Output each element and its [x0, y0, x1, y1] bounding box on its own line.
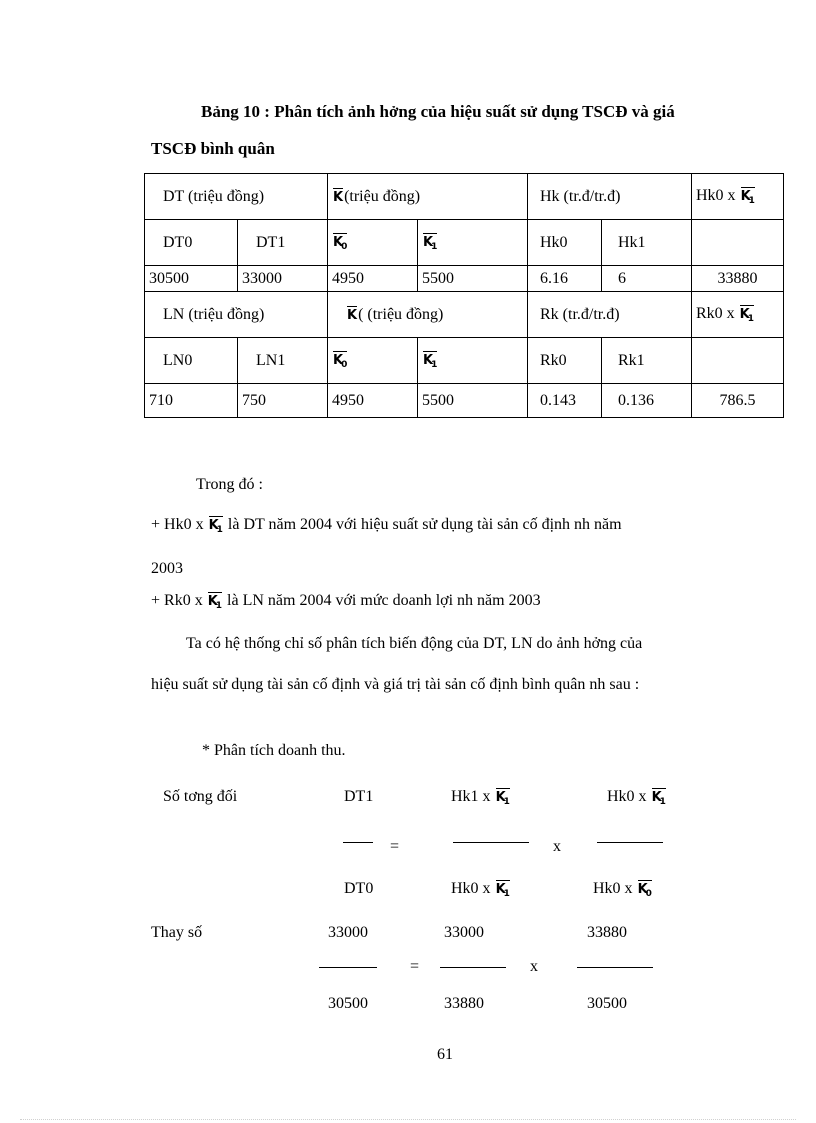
formula-dt1: DT1: [344, 788, 374, 805]
rk-unit-header: Rk (tr.đ/tr.đ): [528, 292, 692, 338]
table-cell: 0.136: [602, 384, 692, 418]
relative-label: Số tơng đối: [163, 788, 238, 805]
ln-unit-header: LN (triệu đồng): [145, 292, 328, 338]
bullet-hk0-continued: 2003: [151, 560, 183, 577]
sub-equals: =: [410, 958, 420, 975]
k0-bar-symbol: $K_0$: [333, 235, 348, 252]
formula-equals: =: [390, 838, 400, 855]
formula-den1: Hk0 x $K_1$: [451, 880, 510, 899]
sub-den2: 33880: [444, 995, 484, 1012]
fraction-line: [597, 842, 663, 843]
k1-bar-symbol: $K_1$: [207, 594, 223, 611]
table-cell: 5500: [418, 266, 528, 292]
rk0-product-header: Rk0 x $K_1$: [692, 292, 784, 338]
k1-header: [418, 338, 528, 384]
k0-bar-symbol: $K_0$: [637, 882, 652, 899]
ln1-header: LN1: [238, 338, 328, 384]
bullet-hk0: + Hk0 x $K_1$ là DT năm 2004 với hiệu suất sử dụng tài sản cố định nh năm: [151, 516, 622, 535]
table-title-line1: Bảng 10 : Phân tích ảnh hởng của hiệu suất sử dụng TSCĐ và giá: [201, 102, 675, 121]
formula-times: x: [553, 838, 561, 855]
sub-num1: 33000: [328, 924, 368, 941]
k-unit-header: K(triệu đồng): [328, 174, 528, 220]
table-cell: 6: [602, 266, 692, 292]
fraction-line: [577, 967, 653, 968]
empty-cell: [692, 220, 784, 266]
table-cell: 4950: [328, 384, 418, 418]
k-bar-symbol: K: [347, 307, 358, 323]
page-edge-divider: [20, 1119, 796, 1120]
k0-bar-symbol: $K_0$: [333, 353, 348, 370]
formula-dt0: DT0: [344, 880, 374, 897]
dt1-header: DT1: [238, 220, 328, 266]
k1-bar-symbol: $K_1$: [423, 353, 438, 370]
k1-bar-symbol: $K_1$: [739, 307, 755, 324]
k1-bar-symbol: $K_1$: [208, 518, 223, 535]
dt0-header: DT0: [145, 220, 238, 266]
k0-header: [328, 338, 418, 384]
formula-num2: Hk0 x $K_1$: [607, 788, 666, 807]
table-cell: 4950: [328, 266, 418, 292]
fraction-line: [453, 842, 529, 843]
fraction-line: [343, 842, 373, 843]
substitution-label: Thay số: [151, 924, 203, 941]
sub-num2: 33000: [444, 924, 484, 941]
trong-do-label: Trong đó :: [196, 476, 263, 493]
empty-cell: [692, 338, 784, 384]
table-cell: 0.143: [528, 384, 602, 418]
dt-unit-header: DT (triệu đồng): [145, 174, 328, 220]
sub-times: x: [530, 958, 538, 975]
table-cell: 786.5: [692, 384, 784, 418]
k1-bar-symbol: $K_1$: [651, 790, 666, 807]
sub-den3: 30500: [587, 995, 627, 1012]
paragraph-line2: hiệu suất sử dụng tài sản cố định và giá trị tài sản cố định bình quân nh sau :: [151, 676, 640, 693]
ln0-header: LN0: [145, 338, 238, 384]
formula-den2: Hk0 x $K_0$: [593, 880, 652, 899]
rk0-header: Rk0: [528, 338, 602, 384]
k1-bar-symbol: $K_1$: [495, 882, 510, 899]
k1-header: [418, 220, 528, 266]
hk0-product-header: Hk0 x $K_1$: [692, 174, 784, 220]
table-cell: 30500: [145, 266, 238, 292]
paragraph-line1: Ta có hệ thống chỉ số phân tích biến động của DT, LN do ảnh hởng của: [186, 635, 643, 652]
fraction-line: [440, 967, 506, 968]
sub-num3: 33880: [587, 924, 627, 941]
k1-bar-symbol: $K_1$: [423, 235, 438, 252]
k0-header: [328, 220, 418, 266]
table-cell: 6.16: [528, 266, 602, 292]
table-cell: 750: [238, 384, 328, 418]
k1-bar-symbol: $K_1$: [495, 790, 510, 807]
k-unit-header-2: K( (triệu đồng): [328, 292, 528, 338]
hk-unit-header: Hk (tr.đ/tr.đ): [528, 174, 692, 220]
bullet-rk0: + Rk0 x $K_1$ là LN năm 2004 với mức doanh lợi nh năm 2003: [151, 592, 541, 611]
hk1-header: Hk1: [602, 220, 692, 266]
table-cell: 5500: [418, 384, 528, 418]
table-cell: 33880: [692, 266, 784, 292]
formula-num1: Hk1 x $K_1$: [451, 788, 510, 807]
k-bar-symbol: K: [333, 189, 344, 205]
hk0-header: Hk0: [528, 220, 602, 266]
page-number: 61: [437, 1046, 453, 1063]
table-cell: 33000: [238, 266, 328, 292]
fraction-line: [319, 967, 377, 968]
table-cell: 710: [145, 384, 238, 418]
sub-den1: 30500: [328, 995, 368, 1012]
k1-bar-symbol: $K_1$: [740, 189, 755, 206]
analysis-table: [144, 173, 784, 418]
section-heading: * Phân tích doanh thu.: [202, 742, 346, 759]
rk1-header: Rk1: [602, 338, 692, 384]
table-title-line2: TSCĐ bình quân: [151, 139, 275, 158]
